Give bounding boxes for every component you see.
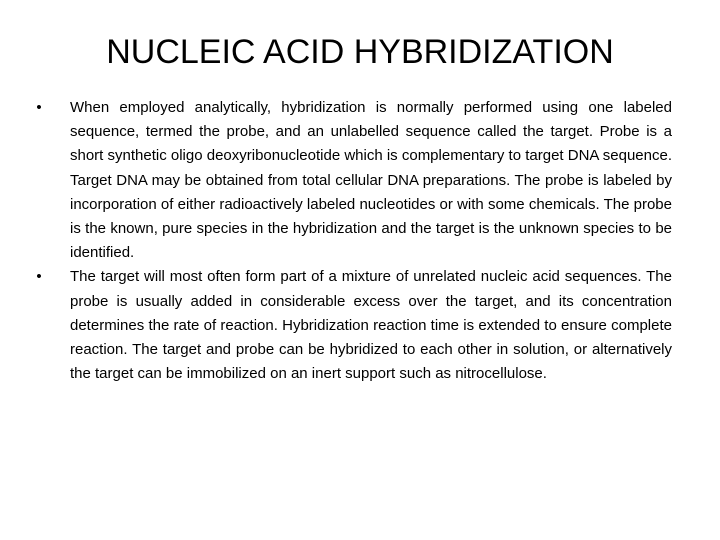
bullet-item-2 [32,265,672,386]
bullet-text: When employed analytically, hybridization is normally performed using one labeled sequence, termed the probe, and an unlabelled sequence called the target. Probe is a short synthetic oligo deoxyribonucleotide which is complementary to target DNA sequence. Target DNA may be obtained from total cellular DNA preparations. The probe is labeled by incorporation of either radioactively labeled nucleotides or with some chemicals. The probe is the known, pure species in the hybridization and the target is the unknown species to be identified. [70,99,672,262]
bullet-list [32,96,672,386]
bullet-item-1 [32,96,672,265]
bullet-text: The target will most often form part of a mixture of unrelated nucleic acid sequences. The probe is usually added in considerable excess over the target, and its concentration determines the rate of reaction. Hybridization reaction time is extended to ensure complete reaction. The target and probe can be hybridized to each other in solution, or alternatively the target can be immobilized on an inert support such as nitrocellulose. [70,268,672,383]
bullet-marker-icon: • [36,268,42,286]
slide-title: NUCLEIC ACID HYBRIDIZATION [106,33,614,71]
bullet-marker-icon: • [36,99,42,116]
